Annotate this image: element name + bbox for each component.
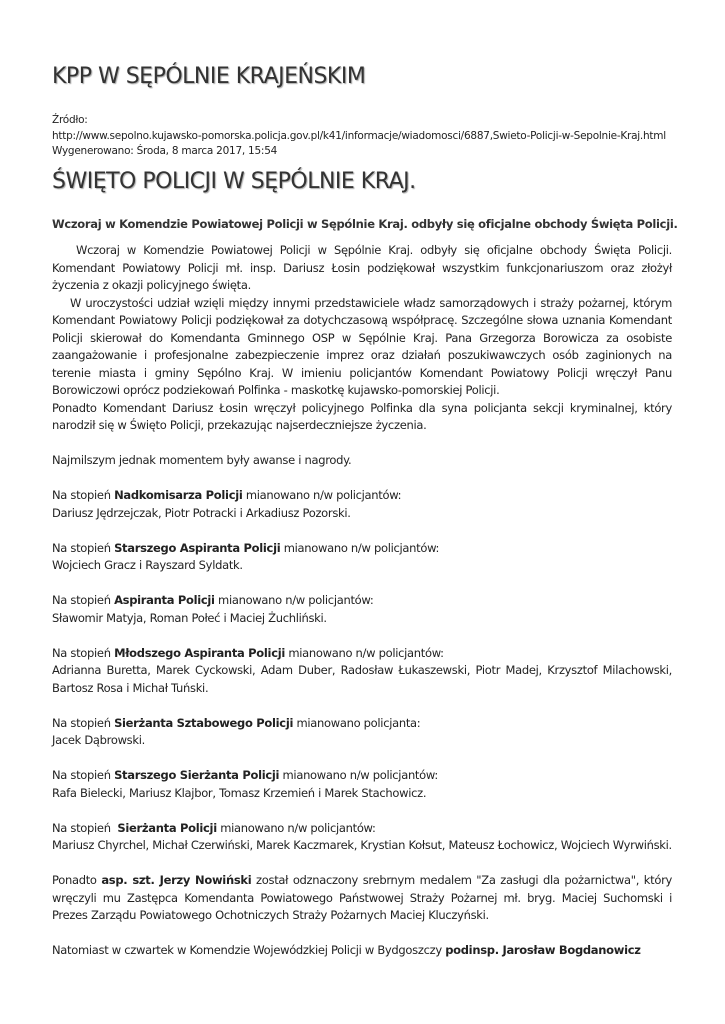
paragraph-thursday [52, 942, 672, 960]
text: mianowano policjanta: [293, 715, 421, 730]
rank-name: Sierżanta Sztabowego Policji [114, 715, 294, 730]
text: Na stopień [52, 540, 115, 555]
rank-name: Młodszego Aspiranta Policji [114, 645, 285, 660]
paragraph: Wczoraj w Komendzie Powiatowej Policji w Sępólnie Kraj. odbyły się oficjalne obchody Święta Policji. Komendant Powiatowy Policji mł. insp. Dariusz Łosin podziękował wszystkim funkcjonariuszom oraz złożył życzenia z okazji policyjnego święta. [52, 243, 672, 292]
promotion-names: Dariusz Jędrzejczak, Piotr Potracki i Arkadiusz Pozorski. [52, 505, 351, 520]
site-title: KPP W SĘPÓLNIE KRAJEŃSKIM [52, 64, 366, 89]
promotion-names: Jacek Dąbrowski. [52, 733, 145, 747]
promotion-names: Mariusz Chyrchel, Michał Czerwiński, Marek Kaczmarek, Krystian Kołsut, Mateusz Łochowicz, Wojciech Wyrwiński. [52, 838, 672, 852]
person-name: podinsp. Jarosław Bogdanowicz [445, 943, 641, 957]
promotion-names: Rafa Bielecki, Mariusz Klajbor, Tomasz Krzemień i Marek Stachowicz. [52, 785, 427, 800]
article-title: ŚWIĘTO POLICJI W SĘPÓLNIE KRAJ. [52, 169, 416, 194]
rank-name: Aspiranta Policji [114, 593, 215, 607]
text: Na stopień [52, 488, 115, 502]
rank-name: Nadkomisarza Policji [114, 488, 243, 502]
text: mianowano n/w policjantów: [285, 645, 444, 660]
rank-name: Sierżanta Policji [117, 820, 217, 835]
promotion-heading [52, 645, 672, 663]
paragraph: Ponadto Komendant Dariusz Łosin wręczył policyjnego Polfinka dla syna policjanta sekcji kryminalnej, który narodził się w Święto Policji, przekazując najserdeczniejsze życzenia. [52, 400, 672, 432]
promotion-heading [52, 592, 672, 610]
text: Natomiast w czwartek w Komendzie Wojewódzkiej Policji w Bydgoszczy [52, 943, 446, 957]
text: mianowano n/w policjantów: [280, 540, 440, 555]
text: został odznaczony srebrnym medalem "Za zasługi dla pożarnictwa", który wręczyli mu Zastępca Komendanta Powiatowego Państwowej Straży Pożarnej mł. bryg. Maciej Suchomski i Prezes Zarządu Powiatowego Ochotniczych Straży Pożarnych Maciej Kluczyński. [52, 873, 673, 922]
text: Na stopień [52, 645, 115, 660]
promotion-heading [52, 540, 672, 558]
paragraph: W uroczystości udział wzięli między innymi przedstawiciele władz samorządowych i straży pożarnej, którym Komendant Powiatowy Policji podziękował za dotychczasową współpracę. Szczególne słowa uznania Komendant Policji skierował do Komendanta Gminnego OSP w Sępólnie Kraj. Pana Grzegorza Borowicza za osobiste zaangażowanie i profesjonalne zabezpieczenie imprez oraz działań poszukiwawczych osób zaginionych na terenie miasta i gminy Sępólno Kraj. W imieniu policjantów Komendant Powiatowy Policji wręczył Panu Borowiczowi oprócz podziekowań Polfinka - maskotkę kujawsko-pomorskiej Policji. [52, 295, 672, 397]
text: mianowano n/w policjantów: [279, 768, 438, 782]
promotion-heading [52, 715, 672, 733]
article-lead: Wczoraj w Komendzie Powiatowej Policji w Sępólnie Kraj. odbyły się oficjalne obchody Święta Policji. [52, 217, 678, 231]
text: mianowano n/w policjantów: [214, 593, 374, 607]
promotions-list [52, 470, 672, 855]
text: mianowano n/w policjantów: [216, 820, 376, 835]
promotion-names: Sławomir Matyja, Roman Połeć i Maciej Żuchliński. [52, 610, 327, 625]
promotion-heading [52, 820, 672, 838]
paragraph-medal [52, 872, 672, 925]
source-url[interactable]: http://www.sepolno.kujawsko-pomorska.policja.gov.pl/k41/informacje/wiadomosci/6887,Swieto-Policji-w-Sepolnie-Kraj.html [52, 129, 666, 142]
text: Na stopień [52, 768, 115, 782]
source-label: Źródło: [52, 114, 88, 126]
promotion-heading [52, 767, 672, 785]
generated-date: Wygenerowano: Środa, 8 marca 2017, 15:54 [52, 145, 278, 157]
medal-recipient: asp. szt. Jerzy Nowiński [101, 873, 252, 887]
text: Ponadto [52, 873, 102, 887]
promotion-names: Adrianna Buretta, Marek Cyckowski, Adam Duber, Radosław Łukaszewski, Piotr Madej, Krzysztof Milachowski, Bartosz Rosa i Michał Tuński. [52, 663, 672, 695]
text: Na stopień [52, 715, 115, 730]
text: mianowano n/w policjantów: [242, 488, 402, 502]
promotion-names: Wojciech Gracz i Rayszard Syldatk. [52, 558, 243, 572]
paragraph: Najmilszym jednak momentem były awanse i nagrody. [52, 453, 352, 467]
rank-name: Starszego Aspiranta Policji [114, 540, 281, 555]
rank-name: Starszego Sierżanta Policji [114, 768, 280, 782]
article-body [52, 242, 672, 960]
text: Na stopień [52, 593, 115, 607]
promotion-heading [52, 487, 672, 505]
source-info [52, 113, 666, 160]
text: Na stopień [52, 820, 118, 835]
